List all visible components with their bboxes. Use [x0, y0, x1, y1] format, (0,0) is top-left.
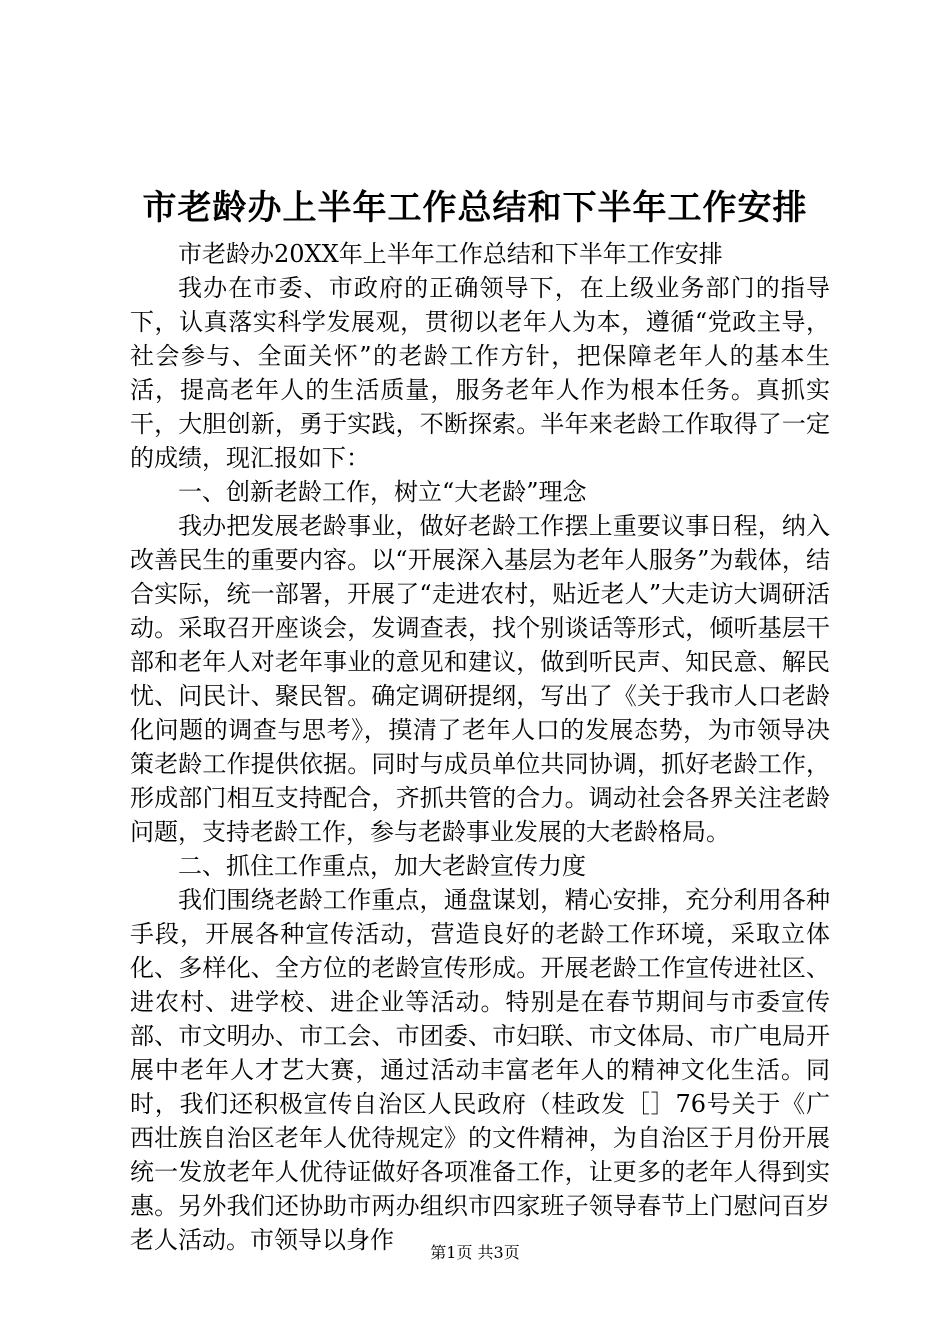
section-heading-1: 一、创新老龄工作，树立“大老龄”理念 — [178, 478, 587, 506]
section-heading-2: 二、抓住工作重点，加大老龄宣传力度 — [178, 852, 586, 880]
paragraph-section-2: 我们围绕老龄工作重点，通盘谋划，精心安排，充分利用各种手段，开展各种宣传活动，营造良好的老龄工作环境，采取立体化、多样化、全方位的老龄宣传形成。开展老龄工作宣传进社区、进农村、进学校、进企业等活动。特别是在春节期间与市委宣传部、市文明办、市工会、市团委、市妇联、市文体局、市广电局开展中老年人才艺大赛，通过活动丰富老年人的精神文化生活。同时，我们还积极宣传自治区人民政府（桂政发［］76号关于《广西壮族自治区老年人优待规定》的文件精神，为自治区于月份开展统一发放老年人优待证做好各项准备工作，让更多的老年人得到实惠。另外我们还协助市两办组织市四家班子领导春节上门慰问百岁老人活动。市领导以身作 — [130, 886, 830, 1254]
paragraph-intro: 我办在市委、市政府的正确领导下，在上级业务部门的指导下，认真落实科学发展观，贯彻以老年人为本，遵循“党政主导，社会参与、全面关怀”的老龄工作方针，把保障老年人的基本生活，提高老年人的生活质量，服务老年人作为根本任务。真抓实干，大胆创新，勇于实践，不断探索。半年来老龄工作取得了一定的成绩，现汇报如下： — [130, 274, 830, 472]
paragraph-section-1: 我办把发展老龄事业，做好老龄工作摆上重要议事日程，纳入改善民生的重要内容。以“开展深入基层为老年人服务”为载体，结合实际，统一部署，开展了“走进农村，贴近老人”大走访大调研活动。采取召开座谈会，发调查表，找个别谈话等形式，倾听基层干部和老年人对老年事业的意见和建议，做到听民声、知民意、解民忧、问民计、聚民智。确定调研提纲，写出了《关于我市人口老龄化问题的调查与思考》，摸清了老年人口的发展态势，为市领导决策老龄工作提供依据。同时与成员单位共同协调，抓好老龄工作，形成部门相互支持配合，齐抓共管的合力。调动社会各界关注老龄问题，支持老龄工作，参与老龄事业发展的大老龄格局。 — [130, 512, 830, 846]
document-body — [130, 237, 830, 1257]
document-title: 市老龄办上半年工作总结和下半年工作安排 — [142, 188, 808, 228]
document-subtitle: 市老龄办20XX年上半年工作总结和下半年工作安排 — [178, 240, 723, 268]
page-number: 第1页 共3页 — [430, 1243, 520, 1262]
